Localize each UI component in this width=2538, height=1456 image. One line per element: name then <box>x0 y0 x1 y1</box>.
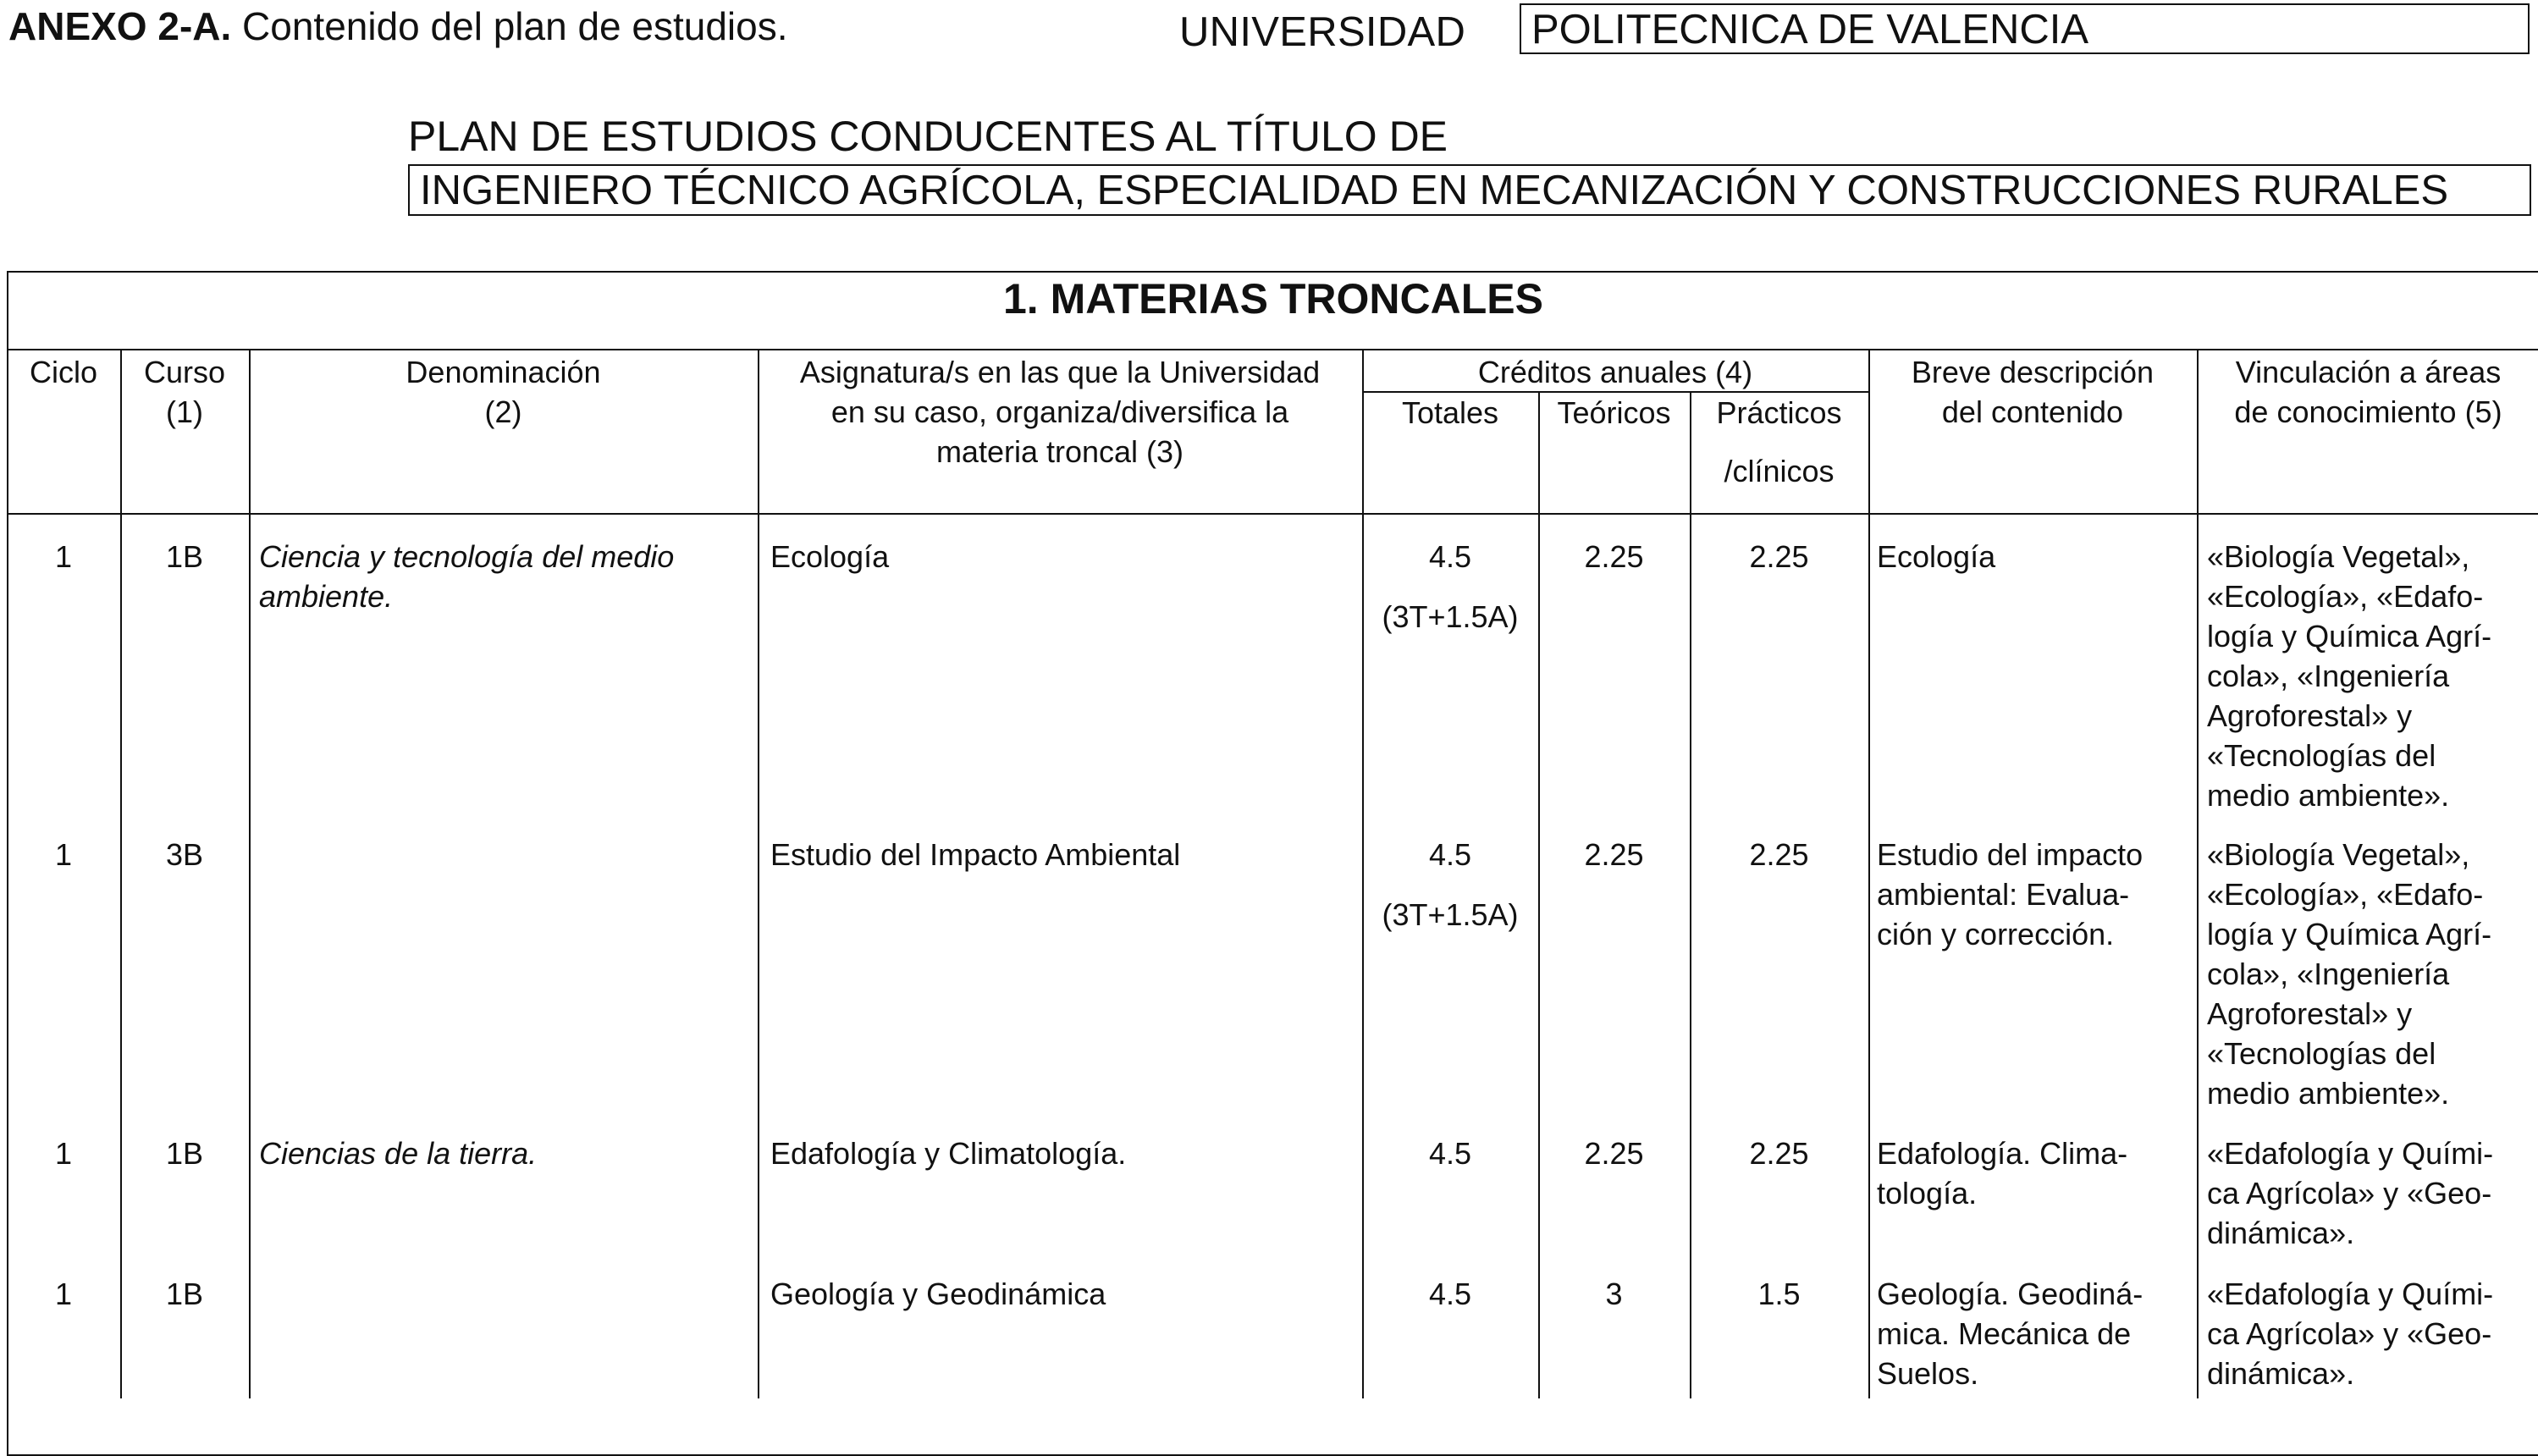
cell-vinculacion-line: cola», «Ingeniería <box>2207 659 2450 693</box>
cell-vinculacion-line: cola», «Ingeniería <box>2207 957 2450 991</box>
col-header-asignatura: Asignatura/s en las que la Universidad en su caso, organiza/diversifica la materia troncal (3) <box>799 355 1321 469</box>
cell-vinculacion-line: ca Agrícola» y «Geo- <box>2207 1176 2492 1211</box>
cell-practicos: 1.5 <box>1757 1277 1801 1311</box>
cell-vinculacion <box>2207 1274 2537 1393</box>
col-header-totales: Totales <box>1401 395 1499 430</box>
cell-vinculacion-line: «Biología Vegetal», <box>2207 539 2470 574</box>
col-header-denominacion: Denominación (2) <box>406 355 601 429</box>
cell-teoricos: 2.25 <box>1584 1136 1644 1171</box>
cell-vinculacion-line: dinámica». <box>2207 1216 2355 1250</box>
col-header-creditos: Créditos anuales (4) <box>1477 355 1753 389</box>
cell-totales-note: (3T+1.5A) <box>1382 599 1519 634</box>
cell-vinculacion-line: logía y Química Agrí- <box>2207 917 2492 951</box>
cell-totales: 4.5 (3T+1.5A) <box>1362 835 1538 935</box>
degree-title-box: INGENIERO TÉCNICO AGRÍCOLA, ESPECIALIDAD EN MECANIZACIÓN Y CONSTRUCCIONES RURALES <box>408 164 2531 216</box>
cell-vinculacion-line: medio ambiente». <box>2207 1076 2450 1111</box>
cell-descripcion-line: ambiental: Evalua- <box>1877 877 2130 912</box>
cell-vinculacion-line: Agroforestal» y <box>2207 996 2413 1031</box>
cell-descripcion <box>1877 835 2197 954</box>
annex-label: ANEXO 2-A. <box>8 4 232 48</box>
cell-descripcion-line: mica. Mecánica de <box>1877 1316 2132 1351</box>
cell-asignatura: Estudio del Impacto Ambiental <box>770 837 1181 872</box>
cell-asignatura: Geología y Geodinámica <box>770 1277 1106 1311</box>
cell-descripcion <box>1877 1274 2197 1393</box>
cell-asignatura: Edafología y Climatología. <box>770 1136 1127 1171</box>
cell-descripcion-line: Ecología <box>1877 539 1996 574</box>
cell-descripcion-line: Estudio del impacto <box>1877 837 2144 872</box>
col-rule <box>2197 349 2199 1398</box>
cell-vinculacion-line: «Biología Vegetal», <box>2207 837 2470 872</box>
cell-descripcion-line: Suelos. <box>1877 1356 1979 1391</box>
cell-totales: 4.5 <box>1428 1277 1472 1311</box>
cell-teoricos: 2.25 <box>1584 837 1644 872</box>
cell-denominacion-line: Ciencia y tecnología del medio <box>259 539 675 574</box>
cell-practicos: 2.25 <box>1749 1136 1809 1171</box>
cell-vinculacion-line: ca Agrícola» y «Geo- <box>2207 1316 2492 1351</box>
cell-descripcion <box>1877 537 2197 576</box>
section-title: 1. MATERIAS TRONCALES <box>1003 275 1543 323</box>
university-label: UNIVERSIDAD <box>1179 9 1466 55</box>
plan-heading: PLAN DE ESTUDIOS CONDUCENTES AL TÍTULO DE <box>408 113 1448 160</box>
cell-denominacion <box>259 537 754 616</box>
col-rule <box>249 349 251 1398</box>
col-rule <box>758 349 759 1398</box>
cell-vinculacion-line: «Tecnologías del <box>2207 1036 2436 1071</box>
col-header-vinculacion: Vinculación a áreas de conocimiento (5) <box>2234 355 2502 429</box>
cell-vinculacion-line: «Edafología y Quími- <box>2207 1136 2494 1171</box>
cell-vinculacion-line: «Edafología y Quími- <box>2207 1277 2494 1311</box>
cell-descripcion-line: ción y corrección. <box>1877 917 2115 951</box>
cell-teoricos: 3 <box>1605 1277 1623 1311</box>
cell-ciclo: 1 <box>54 1277 73 1311</box>
cell-totales: 4.5 (3T+1.5A) <box>1362 537 1538 637</box>
cell-vinculacion-line: Agroforestal» y <box>2207 698 2413 733</box>
cell-descripcion-line: Edafología. Clima- <box>1877 1136 2128 1171</box>
cell-practicos: 2.25 <box>1749 837 1809 872</box>
cell-vinculacion-line: «Tecnologías del <box>2207 738 2436 773</box>
cell-vinculacion <box>2207 537 2537 815</box>
cell-ciclo: 1 <box>54 539 73 574</box>
annex-heading <box>8 3 788 49</box>
annex-text: Contenido del plan de estudios. <box>242 4 788 48</box>
cell-denominacion-line: ambiente. <box>259 579 394 614</box>
col-header-ciclo: Ciclo <box>29 355 97 389</box>
cell-vinculacion-line: «Ecología», «Edafo- <box>2207 579 2484 614</box>
cell-vinculacion <box>2207 1133 2537 1253</box>
cell-descripcion-line: Geología. Geodiná- <box>1877 1277 2144 1311</box>
cell-ciclo: 1 <box>54 837 73 872</box>
col-header-descripcion: Breve descripción del contenido <box>1911 355 2155 429</box>
cell-teoricos: 2.25 <box>1584 539 1644 574</box>
col-header-teoricos: Teóricos <box>1557 395 1671 430</box>
university-name-box: POLITECNICA DE VALENCIA <box>1520 3 2530 54</box>
cell-vinculacion <box>2207 835 2537 1113</box>
col-header-curso: Curso (1) <box>143 355 226 429</box>
cell-vinculacion-line: dinámica». <box>2207 1356 2355 1391</box>
cell-practicos: 2.25 <box>1749 539 1809 574</box>
col-header-practicos: Prácticos /clínicos <box>1716 395 1842 488</box>
header-bottom-rule <box>7 513 2538 515</box>
cell-descripcion-line: tología. <box>1877 1176 1978 1211</box>
cell-curso: 1B <box>165 1136 204 1171</box>
cell-asignatura: Ecología <box>770 539 890 574</box>
cell-curso: 1B <box>165 539 204 574</box>
cell-denominacion <box>259 1133 754 1173</box>
cell-ciclo: 1 <box>54 1136 73 1171</box>
cell-totales-note: (3T+1.5A) <box>1382 897 1519 932</box>
cell-vinculacion-line: «Ecología», «Edafo- <box>2207 877 2484 912</box>
cell-vinculacion-line: logía y Química Agrí- <box>2207 619 2492 654</box>
cell-descripcion <box>1877 1133 2197 1213</box>
cell-denominacion-line: Ciencias de la tierra. <box>259 1136 538 1171</box>
col-rule <box>1868 349 1870 1398</box>
cell-totales: 4.5 <box>1428 1136 1472 1171</box>
cell-vinculacion-line: medio ambiente». <box>2207 778 2450 813</box>
cell-curso: 1B <box>165 1277 204 1311</box>
header-top-rule <box>7 349 2538 350</box>
cell-curso: 3B <box>165 837 204 872</box>
